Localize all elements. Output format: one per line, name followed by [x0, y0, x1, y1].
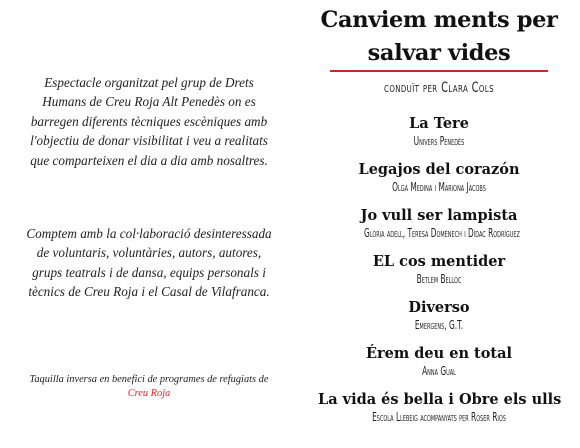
program-item-title: Jo vull ser lampista [360, 207, 518, 224]
page-title: Canviem ments per salvar vides [320, 7, 558, 66]
program-item-performers: Escola Llebeig acompanyats per Roser Rios [372, 410, 506, 424]
program-item [318, 252, 560, 298]
program-item-title: La Tere [409, 115, 469, 132]
creu-roja-highlight: Creu Roja [127, 388, 171, 399]
program-item [318, 344, 560, 390]
program-item-performers: Glòria adell, Teresa Domènech i Dídac Rodríguez [363, 226, 520, 240]
program-item-title: Legajos del corazón [358, 161, 520, 178]
program-item-title: Diverso [408, 299, 470, 316]
program-item-title: Érem deu en total [365, 345, 513, 362]
ticket-note-text: Taquilla inversa en benefici de programes de refugiats de [29, 374, 269, 385]
program-item-performers: Betlem Belloc [416, 272, 462, 286]
program-item-performers: Emergens, G.T. [414, 318, 464, 332]
ticket-note [26, 373, 272, 401]
program-item-title: La vida és bella i Obre els ulls [318, 391, 562, 408]
program-item [318, 298, 560, 344]
program-item [318, 206, 560, 252]
program-item [318, 390, 560, 436]
program-item-performers: Univers Penedès [413, 134, 465, 148]
collaboration-paragraph: Comptem amb la col·laboració desinteressada de voluntaris, voluntàries, autors, autores, grups teatrals i de dansa, equips personals i tècnics de Creu Roja i el Casal de Vilafranca. [26, 226, 272, 300]
program-item [318, 114, 560, 160]
program-item-performers: Anna Gual [422, 364, 456, 378]
program-item-title: EL cos mentider [372, 253, 506, 270]
program-column [318, 0, 560, 448]
left-column [26, 0, 272, 448]
program-item [318, 160, 560, 206]
program-list [318, 114, 560, 436]
program-item-performers: Olga Medina i Mariona Jacobs [392, 180, 486, 194]
description-paragraph: Espectacle organitzat pel grup de Drets Humans de Creu Roja Alt Penedès on es barregen diferents tècniques escèniques amb l'objectiu de donar visibilitat i veu a realitats que comparteixen el dia a dia amb nosaltres. [30, 75, 268, 168]
title-divider [330, 70, 548, 72]
host-credit: conduït per Clara Cols [384, 80, 494, 96]
